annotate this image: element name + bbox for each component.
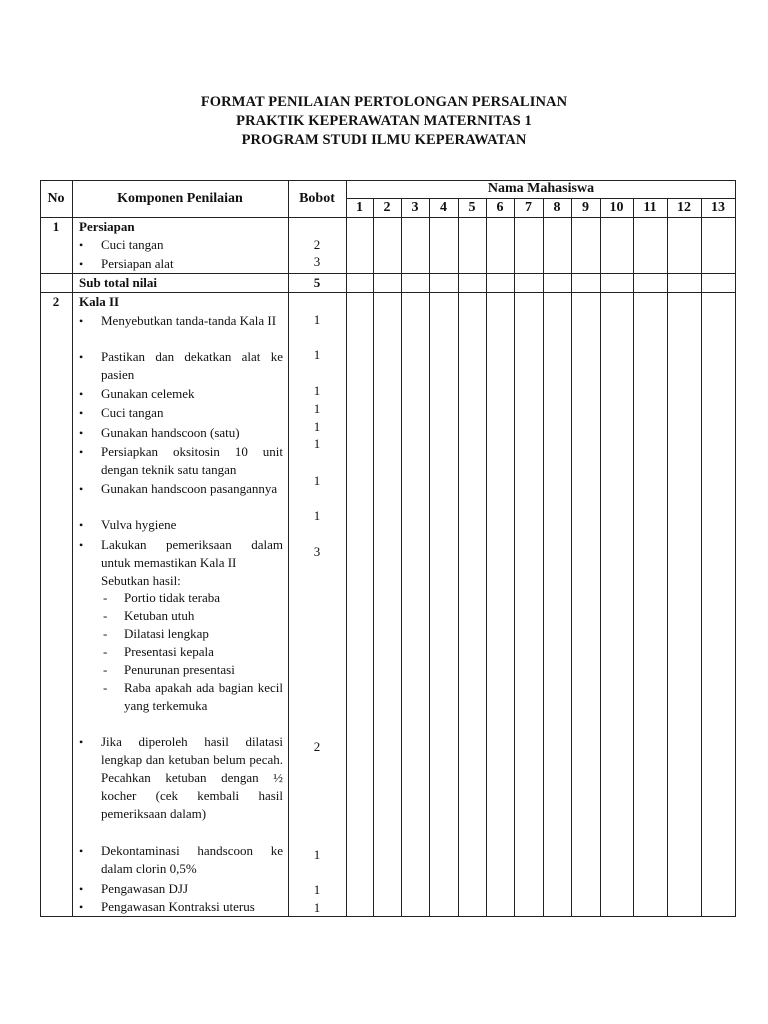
- result-item: Raba apakah ada bagian kecil yang terkemuka: [124, 680, 283, 713]
- bullet-icon: •: [79, 406, 84, 420]
- title-line-3: PROGRAM STUDI ILMU KEPERAWATAN: [241, 132, 527, 148]
- bullet-icon: •: [79, 735, 84, 749]
- bullet-icon: •: [79, 844, 84, 858]
- dash-marker: -: [103, 608, 108, 623]
- item-bobot: 1: [313, 401, 321, 416]
- item-bobot: 3: [313, 254, 321, 269]
- bullet-icon: •: [79, 445, 84, 459]
- item-bobot: 1: [313, 419, 321, 434]
- section-number: 2: [52, 294, 60, 309]
- item-label: Pastikan dan dekatkan alat ke pasien: [101, 349, 283, 382]
- header-no: No: [47, 191, 65, 206]
- item-bobot: 3: [313, 544, 321, 559]
- bullet-icon: •: [79, 238, 84, 252]
- student-col-2: 2: [383, 200, 391, 215]
- student-col-9: 9: [582, 200, 589, 215]
- item-bobot: 1: [313, 882, 321, 897]
- item-bobot: 1: [313, 383, 321, 398]
- title-line-1: FORMAT PENILAIAN PERTOLONGAN PERSALINAN: [200, 94, 568, 110]
- item-label: Cuci tangan: [101, 237, 164, 252]
- item-label: Menyebutkan tanda-tanda Kala II: [101, 313, 277, 328]
- dash-marker: -: [103, 644, 108, 659]
- item-label: Pengawasan DJJ: [101, 881, 189, 896]
- student-col-11: 11: [643, 200, 657, 215]
- item-label: Dekontaminasi handscoon ke dalam clorin 0,5%: [101, 843, 283, 876]
- bullet-icon: •: [79, 518, 84, 532]
- item-label: Gunakan handscoon (satu): [101, 425, 240, 440]
- item-bobot: 1: [313, 436, 321, 451]
- bullet-icon: •: [79, 426, 84, 440]
- student-col-8: 8: [553, 200, 561, 215]
- dash-marker: -: [103, 662, 108, 677]
- student-col-10: 10: [609, 200, 624, 215]
- result-item: Portio tidak teraba: [124, 590, 221, 605]
- title-line-2: PRAKTIK KEPERAWATAN MATERNITAS 1: [236, 113, 532, 129]
- bullet-icon: •: [79, 350, 84, 364]
- student-col-7: 7: [525, 200, 532, 215]
- dash-marker: -: [103, 590, 108, 605]
- bullet-icon: •: [79, 387, 84, 401]
- item-label: Jika diperoleh hasil dilatasi lengkap dan ketuban belum pecah. Pecahkan ketuban dengan ½ kocher (cek kembali hasil pemeriksaan dalam): [101, 734, 283, 821]
- bullet-icon: •: [79, 538, 84, 552]
- item-label: Vulva hygiene: [101, 517, 177, 532]
- student-col-5: 5: [468, 200, 476, 215]
- item-bobot: 1: [313, 847, 321, 862]
- subtotal-value: 5: [313, 275, 321, 290]
- student-col-12: 12: [677, 200, 691, 215]
- item-bobot: 1: [313, 347, 321, 362]
- section-name: Kala II: [79, 294, 120, 309]
- item-label: Gunakan celemek: [101, 386, 195, 401]
- item-bobot: 2: [313, 237, 321, 252]
- student-col-6: 6: [496, 200, 504, 215]
- bullet-icon: •: [79, 882, 84, 896]
- item-label: Gunakan handscoon pasangannya: [101, 481, 278, 496]
- student-col-4: 4: [440, 200, 447, 215]
- result-item: Penurunan presentasi: [124, 662, 235, 677]
- item-bobot: 2: [313, 739, 321, 754]
- sebutkan-label: Sebutkan hasil:: [101, 573, 181, 588]
- section-number: 1: [52, 219, 60, 234]
- student-col-1: 1: [356, 200, 363, 215]
- item-label: Cuci tangan: [101, 405, 164, 420]
- student-col-13: 13: [711, 200, 725, 215]
- header-komponen: Komponen Penilaian: [117, 191, 243, 206]
- result-item: Presentasi kepala: [124, 644, 214, 659]
- subtotal-label: Sub total nilai: [79, 275, 158, 290]
- item-bobot: 1: [313, 900, 321, 915]
- result-item: Dilatasi lengkap: [124, 626, 209, 641]
- item-label: Lakukan pemeriksaan dalam untuk memastikan Kala II: [101, 537, 283, 570]
- dash-marker: -: [103, 680, 108, 695]
- item-label: Pengawasan Kontraksi uterus: [101, 899, 255, 914]
- item-label: Persiapan alat: [101, 256, 174, 271]
- item-label: Persiapkan oksitosin 10 unit dengan teknik satu tangan: [101, 444, 283, 477]
- bullet-icon: •: [79, 314, 84, 328]
- bullet-icon: •: [79, 257, 84, 271]
- item-bobot: 1: [313, 473, 321, 488]
- dash-marker: -: [103, 626, 108, 641]
- header-nama-mahasiswa: Nama Mahasiswa: [487, 181, 595, 196]
- result-item: Ketuban utuh: [124, 608, 195, 623]
- bullet-icon: •: [79, 900, 84, 914]
- item-bobot: 1: [313, 312, 321, 327]
- header-bobot: Bobot: [299, 191, 335, 206]
- student-col-3: 3: [411, 200, 419, 215]
- bullet-icon: •: [79, 482, 84, 496]
- item-bobot: 1: [313, 508, 321, 523]
- section-name: Persiapan: [79, 219, 135, 234]
